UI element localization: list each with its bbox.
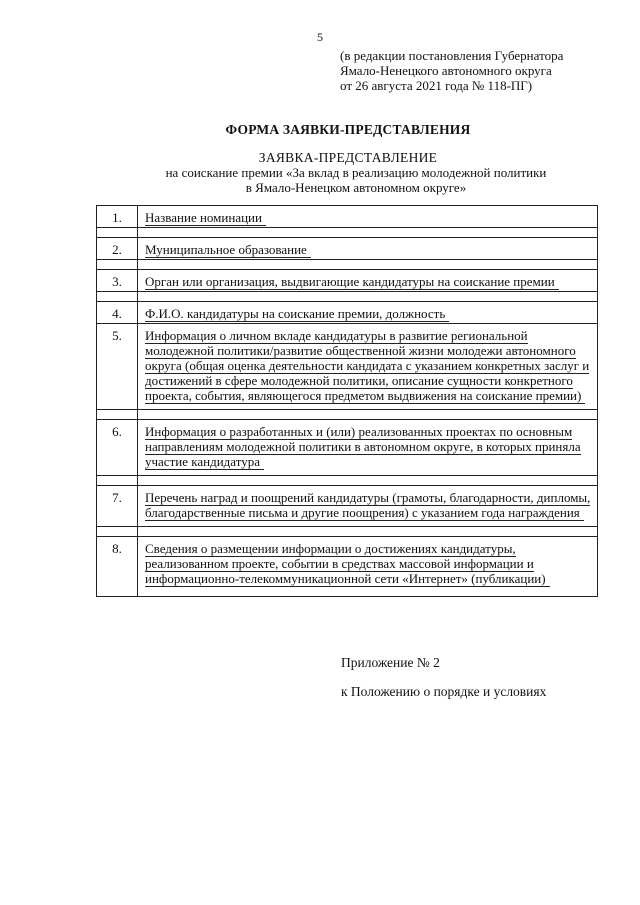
edition-note-line: (в редакции постановления Губернатора — [340, 48, 564, 63]
subtitle-line: на соискание премии «За вклад в реализацию молодежной политики — [165, 165, 547, 180]
item-label: Перечень наград и поощрений кандидатуры (грамоты, благодарности, дипломы, благодарственные письма и другие поощрения) с указанием года награждения — [145, 490, 591, 520]
item-field — [138, 238, 598, 260]
item-label: Орган или организация, выдвигающие кандидатуры на соискание премии — [145, 274, 559, 290]
item-label: Муниципальное образование — [145, 242, 311, 258]
page-number: 5 — [317, 30, 323, 44]
item-field — [138, 324, 598, 410]
item-field — [138, 537, 598, 597]
form-title: ФОРМА ЗАЯВКИ-ПРЕДСТАВЛЕНИЯ — [225, 122, 471, 137]
table-spacer-row — [97, 292, 598, 302]
edition-note-line: от 26 августа 2021 года № 118-ПГ) — [340, 78, 533, 93]
item-number: 8. — [97, 537, 138, 597]
application-form-table — [96, 205, 598, 597]
item-number: 7. — [97, 486, 138, 527]
item-field — [138, 270, 598, 292]
application-heading: ЗАЯВКА-ПРЕДСТАВЛЕНИЕ — [258, 150, 438, 165]
item-label: Информация о разработанных и (или) реализованных проектах по основным направлениям молодежной политики в автономном округе, в которых приняла участие кандидатура — [145, 424, 581, 469]
item-label: Название номинации — [145, 210, 266, 226]
item-field — [138, 486, 598, 527]
item-field — [138, 302, 598, 324]
item-number: 4. — [97, 302, 138, 324]
edition-note-line: Ямало-Ненецкого автономного округа — [340, 63, 552, 78]
item-number: 3. — [97, 270, 138, 292]
table-row — [97, 537, 598, 597]
item-field — [138, 420, 598, 476]
item-label: Сведения о размещении информации о достижениях кандидатуры, реализованном проекте, событии в средствах массовой информации и информационно-телекоммуникационной сети «Интернет» (публикации) — [145, 541, 550, 587]
table-row — [97, 238, 598, 260]
item-label: Ф.И.О. кандидатуры на соискание премии, должность — [145, 306, 449, 322]
table-row — [97, 302, 598, 324]
regulation-label: к Положению о порядке и условиях — [341, 684, 547, 699]
table-row — [97, 270, 598, 292]
item-number: 5. — [97, 324, 138, 410]
table-spacer-row — [97, 476, 598, 486]
table-spacer-row — [97, 527, 598, 537]
table-spacer-row — [97, 228, 598, 238]
item-field — [138, 206, 598, 228]
table-row — [97, 324, 598, 410]
item-label: Информация о личном вкладе кандидатуры в развитие региональной молодежной политики/развитие общественной жизни молодежи автономного округа (общая оценка деятельности кандидата с указанием конкретных заслуг и достижений в сфере молодежной политики, описание сущности конкретного проекта, события, являющегося предметом выдвижения на соискание премии) — [145, 328, 590, 403]
application-subtitle — [0, 165, 640, 195]
table-spacer-row — [97, 260, 598, 270]
subtitle-line: в Ямало-Ненецком автономном округе» — [245, 180, 467, 195]
item-number: 1. — [97, 206, 138, 228]
item-number: 6. — [97, 420, 138, 476]
table-row — [97, 420, 598, 476]
item-number: 2. — [97, 238, 138, 260]
edition-note — [340, 48, 612, 93]
table-row — [97, 206, 598, 228]
table-spacer-row — [97, 410, 598, 420]
table-row — [97, 486, 598, 527]
appendix-label: Приложение № 2 — [341, 655, 440, 670]
